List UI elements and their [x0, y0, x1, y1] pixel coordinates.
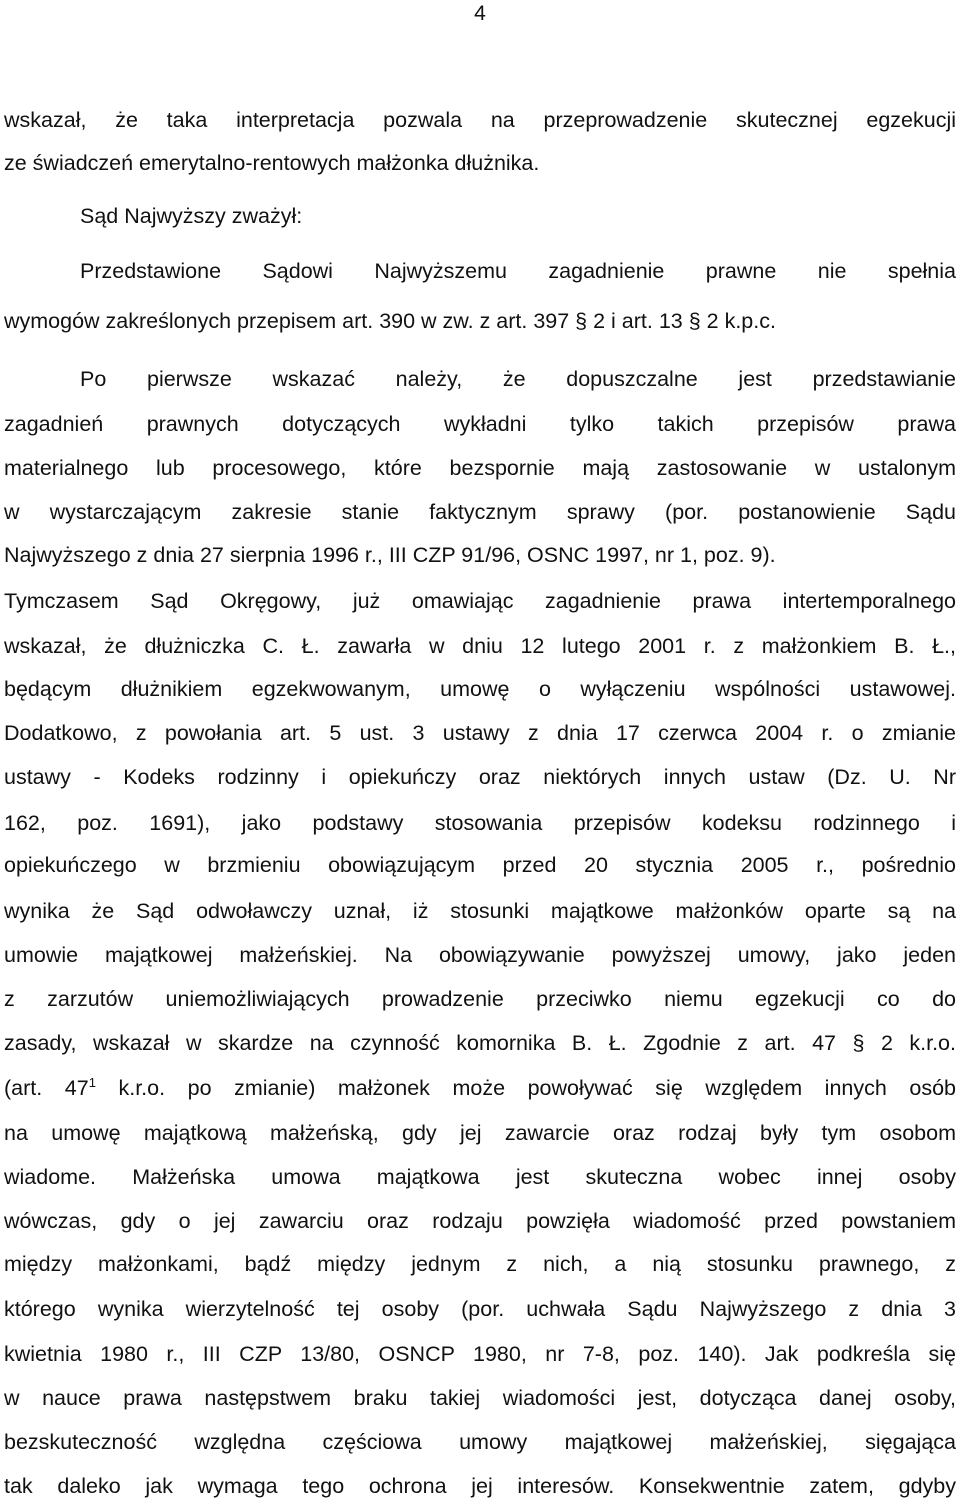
text-line — [4, 107, 956, 133]
text-line — [4, 1429, 956, 1455]
text-line — [4, 308, 956, 334]
text-line-content: ze świadczeń emerytalno-rentowych małżonka dłużnika. — [4, 151, 540, 175]
text-line-content: 162, poz. 1691), jako podstawy stosowania przepisów kodeksu rodzinnego i — [4, 811, 956, 835]
text-line — [4, 764, 956, 790]
text-line — [4, 852, 956, 878]
text-line — [4, 942, 956, 968]
text-line — [80, 366, 956, 392]
text-line — [4, 588, 956, 614]
text-line-content: Najwyższego z dnia 27 sierpnia 1996 r., III CZP 91/96, OSNC 1997, nr 1, poz. 9). — [4, 543, 776, 567]
text-line-content: wiadome. Małżeńska umowa majątkowa jest skuteczna wobec innej osoby — [4, 1165, 956, 1189]
text-line-content: Tymczasem Sąd Okręgowy, już omawiając zagadnienie prawa intertemporalnego — [4, 589, 956, 613]
text-line-content: między małżonkami, bądź między jednym z nich, a nią stosunku prawnego, z — [4, 1252, 956, 1276]
text-line — [4, 150, 956, 176]
text-line — [4, 986, 956, 1012]
text-line — [80, 258, 956, 284]
text-line — [4, 1473, 956, 1499]
text-line-content: którego wynika wierzytelność tej osoby (por. uchwała Sądu Najwyższego z dnia 3 — [4, 1297, 956, 1321]
text-line-content: zagadnień prawnych dotyczących wykładni tylko takich przepisów prawa — [4, 412, 956, 436]
text-line-content: z zarzutów uniemożliwiających prowadzenie przeciwko niemu egzekucji co do — [4, 987, 956, 1011]
text-line — [4, 810, 956, 836]
text-line-content: na umowę majątkową małżeńską, gdy jej zawarcie oraz rodzaj były tym osobom — [4, 1121, 956, 1145]
text-line — [4, 411, 956, 437]
text-line-content: wówczas, gdy o jej zawarciu oraz rodzaju powzięła wiadomość przed powstaniem — [4, 1209, 956, 1233]
text-line — [4, 1251, 956, 1277]
text-line — [4, 1164, 956, 1190]
text-line — [4, 499, 956, 525]
text-line-content: materialnego lub procesowego, które bezspornie mają zastosowanie w ustalonym — [4, 456, 956, 480]
text-line-content: wynika że Sąd odwoławczy uznał, iż stosunki majątkowe małżonków oparte są na — [4, 899, 956, 923]
text-line — [4, 1075, 956, 1101]
text-line — [4, 1341, 956, 1367]
text-line-content: będącym dłużnikiem egzekwowanym, umowę o wyłączeniu wspólności ustawowej. — [4, 677, 956, 701]
text-line — [4, 1208, 956, 1234]
text-line-content: wymogów zakreślonych przepisem art. 390 w zw. z art. 397 § 2 i art. 13 § 2 k.p.c. — [4, 309, 776, 333]
text-line-content: zasady, wskazał w skardze na czynność komornika B. Ł. Zgodnie z art. 47 § 2 k.r.o. — [4, 1031, 956, 1055]
text-line-content: bezskuteczność względna częściowa umowy majątkowej małżeńskiej, sięgająca — [4, 1430, 956, 1454]
text-line — [4, 898, 956, 924]
text-line — [4, 1385, 956, 1411]
text-line-content: w nauce prawa następstwem braku takiej wiadomości jest, dotycząca danej osoby, — [4, 1386, 956, 1410]
text-line-content: Przedstawione Sądowi Najwyższemu zagadnienie prawne nie spełnia — [80, 259, 956, 283]
text-line-content: kwietnia 1980 r., III CZP 13/80, OSNCP 1980, nr 7-8, poz. 140). Jak podkreśla się — [4, 1342, 956, 1366]
text-line-content: w wystarczającym zakresie stanie faktycznym sprawy (por. postanowienie Sądu — [4, 500, 956, 524]
text-line — [4, 1030, 956, 1056]
text-line — [4, 720, 956, 746]
text-line-content: tak daleko jak wymaga tego ochrona jej interesów. Konsekwentnie zatem, gdyby — [4, 1474, 956, 1498]
text-line-content: Sąd Najwyższy zważył: — [80, 204, 303, 228]
text-line — [80, 203, 956, 229]
superscript: 1 — [88, 1074, 96, 1090]
text-line — [4, 676, 956, 702]
text-line — [4, 1120, 956, 1146]
page-number: 4 — [474, 2, 486, 25]
text-line-content: wskazał, że taka interpretacja pozwala na przeprowadzenie skutecznej egzekucji — [4, 108, 956, 132]
text-line — [4, 1296, 956, 1322]
text-line-content: Po pierwsze wskazać należy, że dopuszczalne jest przedstawianie — [80, 367, 956, 391]
text-line — [4, 633, 956, 659]
text-line-content: opiekuńczego w brzmieniu obowiązującym przed 20 stycznia 2005 r., pośrednio — [4, 853, 956, 877]
text-line-content: Dodatkowo, z powołania art. 5 ust. 3 ustawy z dnia 17 czerwca 2004 r. o zmianie — [4, 721, 956, 745]
text-line-content: ustawy - Kodeks rodzinny i opiekuńczy oraz niektórych innych ustaw (Dz. U. Nr — [4, 765, 956, 789]
text-line-continuation: k.r.o. po zmianie) małżonek może powoływać się względem innych osób — [95, 1076, 956, 1100]
text-line — [4, 455, 956, 481]
text-line-content: wskazał, że dłużniczka C. Ł. zawarła w dniu 12 lutego 2001 r. z małżonkiem B. Ł., — [4, 634, 956, 658]
text-line — [4, 542, 956, 568]
text-line-content: (art. 47 — [4, 1076, 89, 1100]
text-line-content: umowie majątkowej małżeńskiej. Na obowiązywanie powyższej umowy, jako jeden — [4, 943, 956, 967]
